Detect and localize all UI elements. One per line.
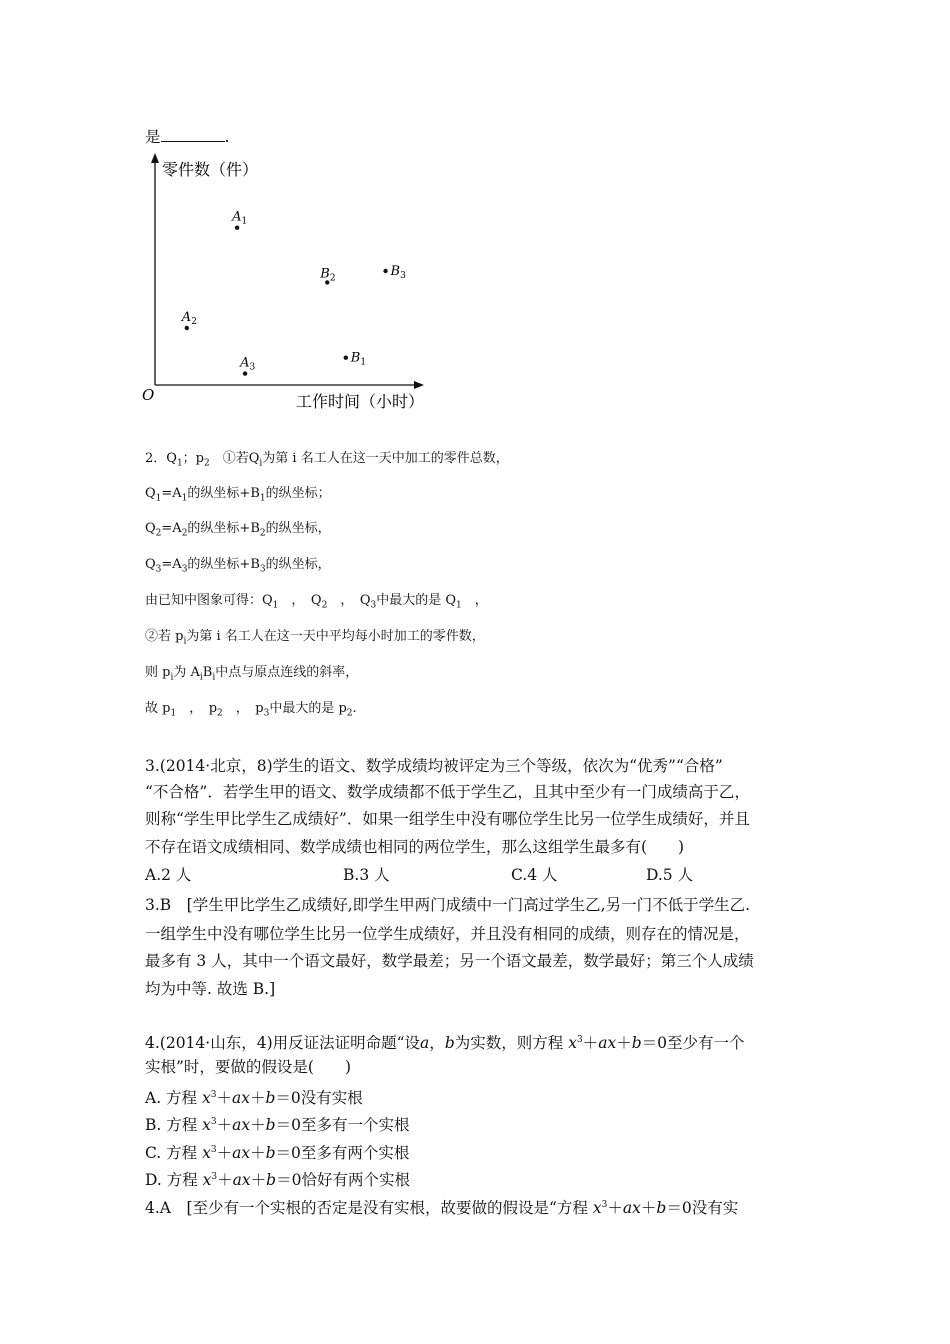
q3-option-c: C.4 人 (511, 866, 558, 884)
q4-line1: 4.(2014·山东，4)用反证法证明命题“设a，b为实数，则方程 $x^3+ax+b=0$至少有一个 (145, 1034, 745, 1053)
point-a1 (235, 225, 239, 229)
point-label-a2: $A_2$ (181, 310, 197, 327)
point-label-a3: $A_3$ (240, 355, 256, 373)
q3-line2: “不合格”．若学生甲的语文、数学成绩都不低于学生乙，且其中至少有一门成绩高于乙， (145, 783, 750, 801)
point-b3 (383, 269, 387, 273)
y-axis-arrow (151, 153, 159, 163)
ans2-line6: ②若 $p_i$为第 i 名工人在这一天中平均每小时加工的零件数， (145, 629, 485, 647)
q4-option-d: D. 方程 $x^3+ax+b=0$恰好有两个实根 (145, 1171, 410, 1190)
q4-option-b: B. 方程 $x^3+ax+b=0$至多有一个实根 (145, 1116, 410, 1135)
ans2-line7: 则 $p_i$为 $A_iB_i$中点与原点连线的斜率， (145, 665, 359, 683)
scatter-chart (130, 145, 440, 415)
top-prefix: 是 (145, 128, 161, 146)
ans2-line4: $Q_3=A_3$的纵坐标$+B_3$的纵坐标， (145, 557, 331, 575)
point-label-b1: $B_1$ (350, 350, 367, 368)
x-axis-arrow (414, 381, 424, 389)
q3-line4: 不存在语文成绩相同、数学成绩也相同的两位学生，那么这组学生最多有( ) (145, 838, 685, 856)
top-line (145, 128, 229, 146)
ans2-line2: $Q_1=A_1$的纵坐标$+B_1$的纵坐标； (145, 486, 331, 504)
q4-line2: 实根”时，要做的假设是( ) (145, 1058, 352, 1076)
y-axis-label: 零件数（件） (162, 160, 259, 179)
top-suffix: . (224, 128, 230, 146)
ans2-line8: 故 $p_1$ ， $p_2$ ， $p_3$中最大的是 $p_2$. (145, 701, 357, 719)
q3-line1: 3.(2014·北京，8)学生的语文、数学成绩均被评定为三个等级，依次为“优秀”“合格” (145, 757, 723, 775)
q4-option-c: C. 方程 $x^3+ax+b=0$至多有两个实根 (145, 1144, 410, 1163)
point-a3 (243, 371, 247, 375)
origin-label: O (142, 386, 155, 404)
x-axis-label: 工作时间（小时） (296, 392, 425, 411)
q3-answer-line3: 最多有 3 人，其中一个语文最好，数学最差；另一个语文最差，数学最好；第三个人成绩 (145, 952, 754, 970)
q3-answer-line2: 一组学生中没有哪位学生比另一位学生成绩好，并且没有相同的成绩，则存在的情况是， (145, 925, 750, 943)
q3-answer-line1: 3.B [学生甲比学生乙成绩好,即学生甲两门成绩中一门高过学生乙,另一门不低于学生乙. (145, 896, 751, 914)
q3-answer-line4: 均为中等. 故选 B.] (145, 980, 276, 998)
point-a2 (185, 326, 189, 330)
answer-blank (161, 129, 225, 142)
point-b1 (344, 355, 348, 359)
point-label-b3: $B_3$ (390, 264, 406, 281)
q3-option-a: A.2 人 (145, 866, 192, 884)
q3-option-d: D.5 人 (646, 866, 694, 884)
point-label-a1: $A_1$ (232, 209, 248, 227)
q3-line3: 则称“学生甲比学生乙成绩好”．如果一组学生中没有哪位学生比另一位学生成绩好，并且 (145, 810, 750, 828)
ans2-line5: 由已知中图象可得：$Q_1$ ， $Q_2$ ， $Q_3$中最大的是 $Q_1$ ， (145, 593, 488, 611)
ans2-line3: $Q_2=A_2$的纵坐标$+B_2$的纵坐标， (145, 521, 331, 539)
point-label-b2: $B_2$ (320, 266, 336, 284)
q3-option-b: B.3 人 (343, 866, 390, 884)
ans2-line1: 2．$Q_1$；$p_2$ ①若$Q_i$为第 i 名工人在这一天中加工的零件总数， (145, 451, 509, 469)
q4-option-a: A. 方程 $x^3+ax+b=0$没有实根 (145, 1089, 363, 1108)
q4-answer-line1: 4.A [至少有一个实根的否定是没有实根，故要做的假设是“方程 $x^3+ax+b=0$没有实 (145, 1199, 739, 1218)
data-points (181, 210, 406, 376)
